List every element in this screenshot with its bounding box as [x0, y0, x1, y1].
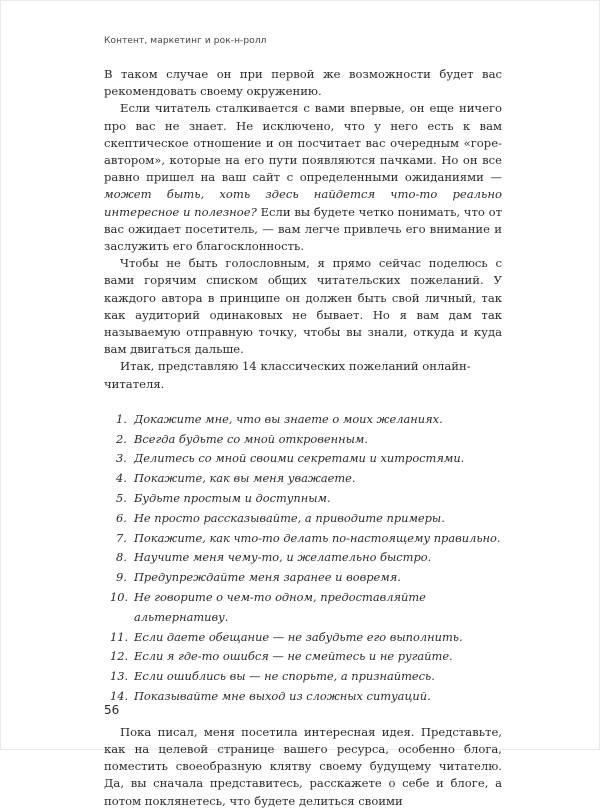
list-item-number: 2.: [116, 431, 127, 446]
paragraph-2-emphasis: может быть, хоть здесь найдется что-то реально интересное и полезное?: [104, 187, 502, 219]
list-item: [104, 469, 502, 489]
list-item-text: Будьте простым и доступным.: [134, 491, 331, 506]
list-item-text: Всегда будьте со мной откровенным.: [134, 431, 368, 446]
list-item-number: 12.: [110, 649, 129, 664]
list-item-text: Если я где-то ошибся — не смейтесь и не ругайте.: [134, 649, 453, 664]
list-item: [104, 489, 502, 509]
list-item: [104, 628, 502, 648]
list-item-text: Покажите, как что-то делать по-настоящему правильно.: [134, 530, 501, 545]
list-item-text: Предупреждайте меня заранее и вовремя.: [134, 570, 401, 585]
list-item-number: 14.: [110, 689, 129, 704]
list-item-text: Не просто рассказывайте, а приводите примеры.: [134, 510, 445, 525]
page-number: 56: [104, 703, 120, 717]
list-item-number: 11.: [110, 629, 129, 644]
list-item-text: Докажите мне, что вы знаете о моих желаниях.: [134, 411, 443, 426]
running-header: Контент, маркетинг и рок-н-ролл: [104, 36, 267, 46]
list-item-text: Показывайте мне выход из сложных ситуаций.: [134, 689, 431, 704]
list-item-number: 6.: [116, 510, 127, 525]
paragraph-4: Итак, представляю 14 классических пожеланий онлайн-читателя.: [104, 359, 471, 391]
paragraph-2-end: Если вы будете четко понимать, что от вас ожидает посетитель, — вам легче привлечь его внимание и заслужить его благосклонность.: [104, 204, 502, 254]
list-item-number: 7.: [116, 530, 127, 545]
paragraph-2-start: Если читатель сталкивается с вами впервые, он еще ничего про вас не знает. Не исключено, что у него есть к вам скептическое отношение и он посчитает вас очередным «горе-автором», которые на его пути появляются пачками. Но он все равно пришел на ваш сайт с определенными ожиданиями —: [104, 101, 502, 185]
list-item-text: Не говорите о чем-то одном, предоставляйте альтернативу.: [134, 590, 426, 624]
list-item-number: 10.: [110, 590, 129, 605]
list-item: [104, 667, 502, 687]
list-item: [104, 509, 502, 529]
list-item-number: 1.: [116, 411, 127, 426]
list-item: [104, 548, 502, 568]
list-item: [104, 568, 502, 588]
list-item-text: Если даете обещание — не забудьте его выполнить.: [134, 629, 463, 644]
list-item-number: 3.: [116, 451, 127, 466]
wishes-list: [104, 410, 502, 707]
list-item-text: Научите меня чему-то, и желательно быстро.: [134, 550, 432, 565]
list-item-text: Если ошиблись вы — не спорьте, а признайтесь.: [134, 669, 435, 684]
list-item: [104, 449, 502, 469]
list-item-number: 13.: [110, 669, 129, 684]
list-item-number: 9.: [116, 570, 127, 585]
list-item-number: 8.: [116, 550, 127, 565]
paragraph-1: В таком случае он при первой же возможности будет вас рекомендовать своему окружению.: [104, 67, 502, 99]
paragraph-2: [104, 100, 502, 255]
list-item: [104, 647, 502, 667]
paragraph-5: Пока писал, меня посетила интересная идея. Представьте, как на целевой странице вашего ресурса, особенно блога, поместить своеобразную клятву своему будущему читателю. Да, вы сначала представитесь, расскажете о себе и блоге, а потом поклянетесь, что будете делиться своими: [104, 724, 502, 808]
paragraph-3: Чтобы не быть голословным, я прямо сейчас поделюсь с вами горячим списком общих читательских пожеланий. У каждого автора в принципе он должен быть свой личный, так как аудиторий одинаковых не бывает. Но я вам дам так называемую отправную точку, чтобы вы знали, откуда и куда вам двигаться дальше.: [104, 256, 502, 357]
list-item: [104, 687, 502, 707]
list-item-number: 5.: [116, 491, 127, 506]
list-item-text: Покажите, как вы меня уважаете.: [134, 471, 356, 486]
list-item: [104, 529, 502, 549]
list-item: [104, 410, 502, 430]
list-item-number: 4.: [116, 471, 127, 486]
list-item: [104, 588, 502, 628]
list-item-text: Делитесь со мной своими секретами и хитростями.: [134, 451, 465, 466]
list-item: [104, 430, 502, 450]
body-text: [104, 66, 502, 810]
